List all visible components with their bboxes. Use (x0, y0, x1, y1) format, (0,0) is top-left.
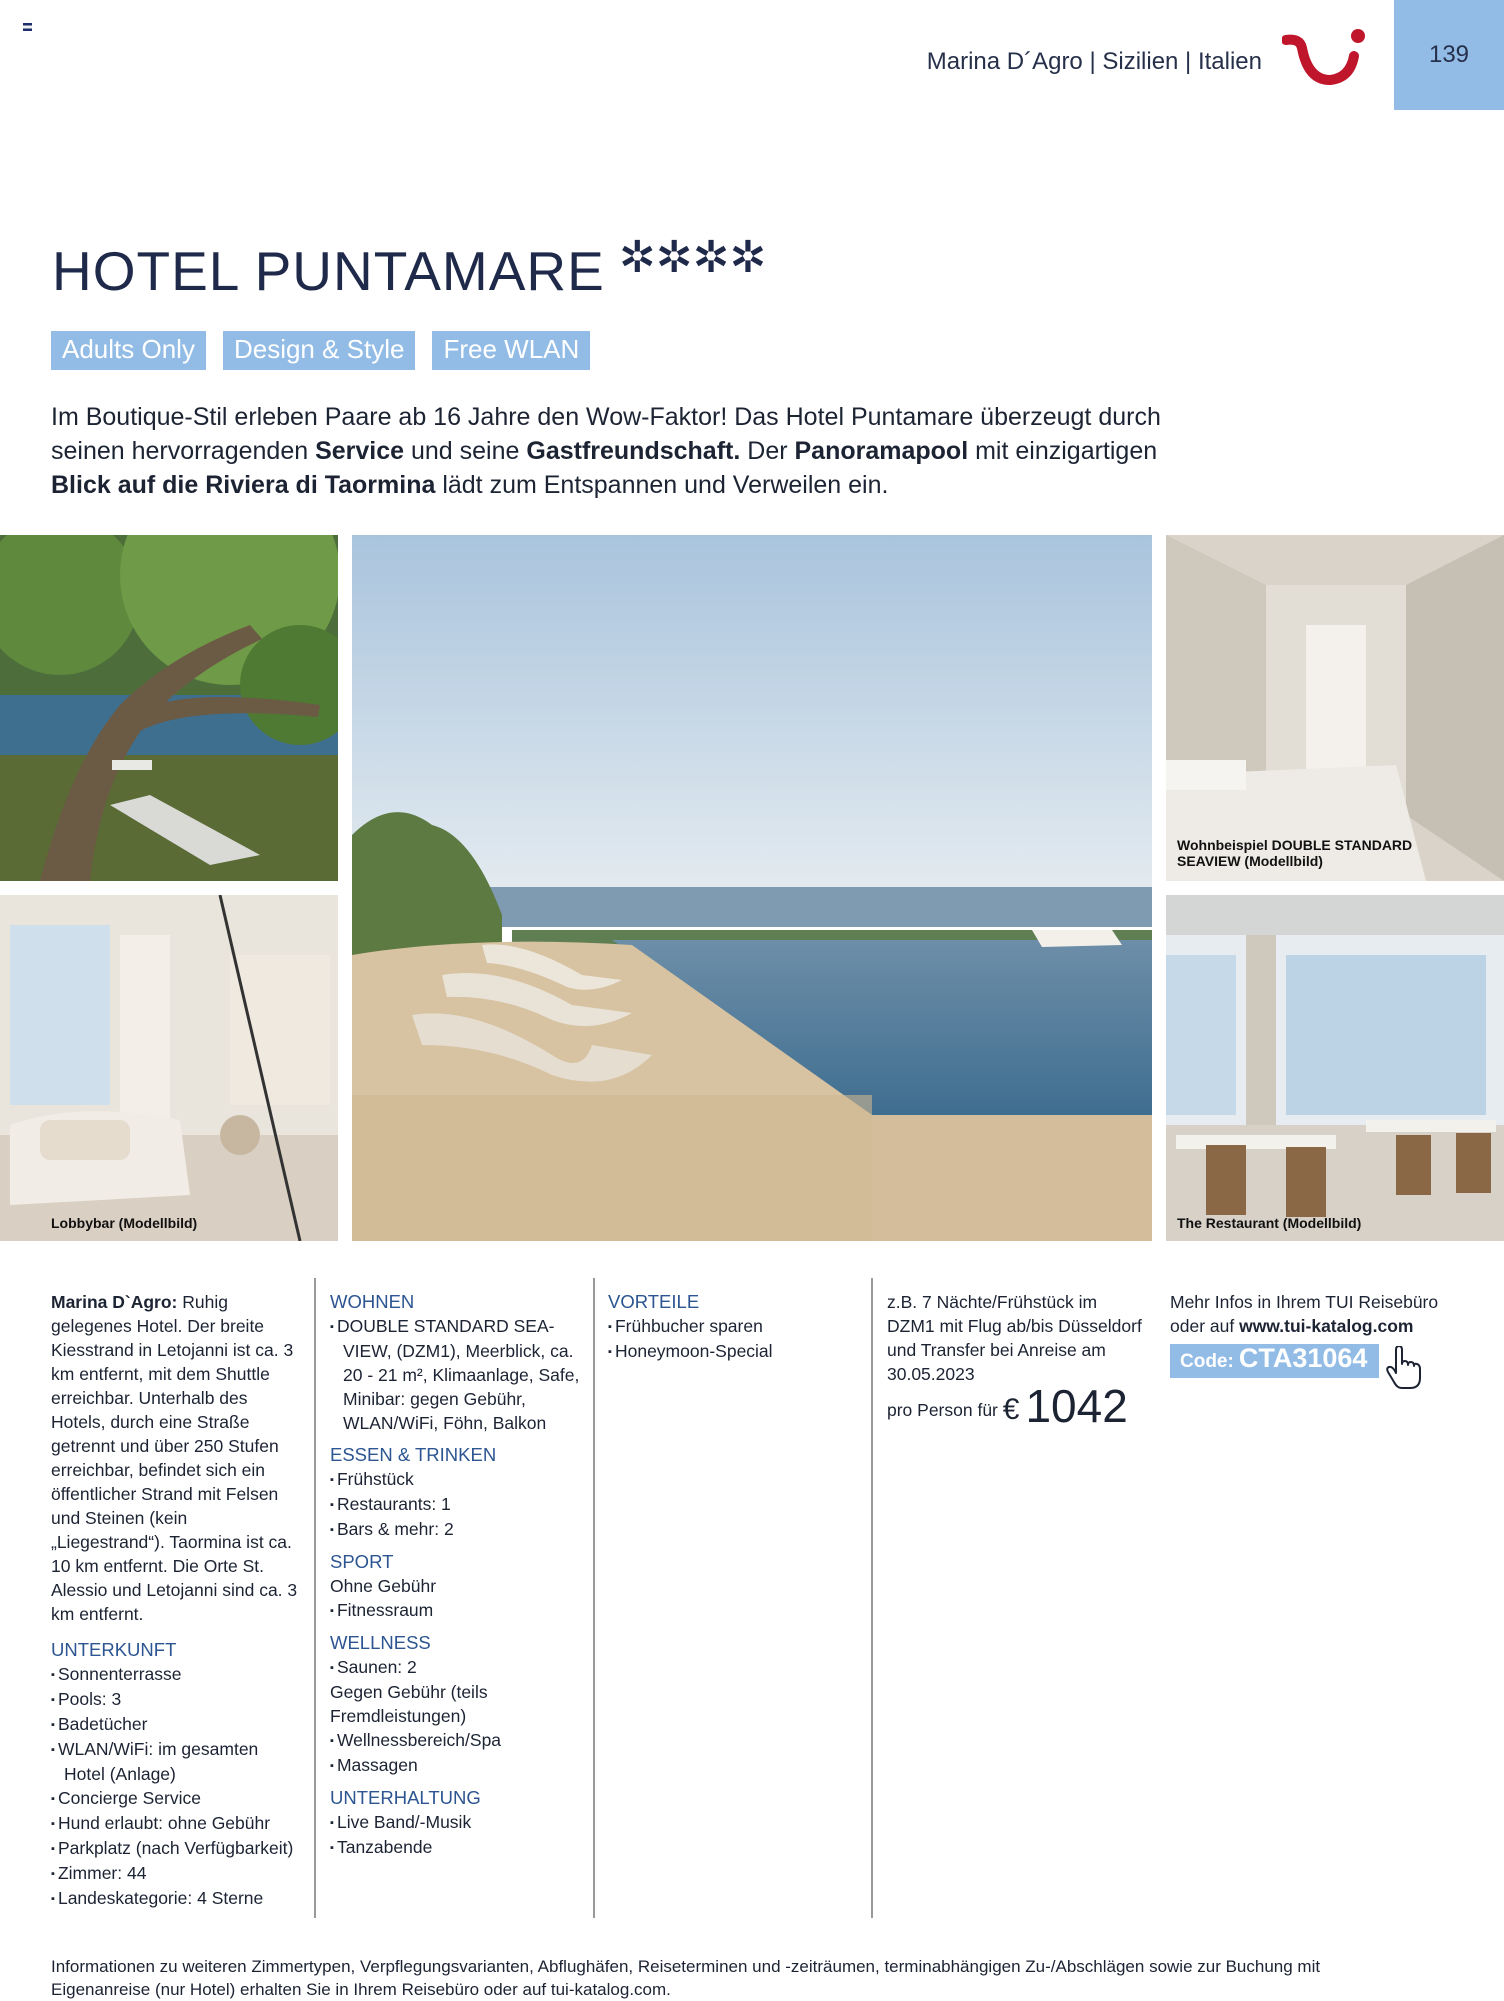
unterkunft-heading: UNTERKUNFT (51, 1639, 177, 1660)
code-value: CTA31064 (1238, 1343, 1368, 1373)
sport-heading: SPORT (330, 1551, 394, 1572)
lobby-caption: Lobbybar (Modellbild) (51, 1215, 198, 1231)
column-divider (871, 1278, 873, 1918)
unterhaltung-list (330, 1810, 582, 1860)
list-item: ▪ Frühbucher sparen (608, 1314, 860, 1339)
footer-note: Informationen zu weiteren Zimmertypen, Verpflegungsvarianten, Abflughäfen, Reiseterminen und -zeiträumen, terminabhängigen Zu-/Abschlägen sowie zur Buchung mit Eigenanreise (nur Hotel) erhalten Sie in Ihrem Reisebüro oder auf tui-katalog.com. (51, 1957, 1321, 1999)
vorteile-heading: VORTEILE (608, 1291, 700, 1312)
price-currency: € (1002, 1393, 1020, 1426)
info-text: Mehr Infos in Ihrem TUI Reisebüro oder auf www.tui-katalog.com (1170, 1292, 1439, 1336)
price-description: z.B. 7 Nächte/Frühstück im DZM1 mit Flug ab/bis Düsseldorf und Transfer bei Anreise am 30.05.2023 (887, 1292, 1142, 1384)
list-item: ▪ Parkplatz (nach Verfügbarkeit) (51, 1836, 303, 1861)
wohnen-list (330, 1314, 582, 1435)
list-item: ▪ WLAN/WiFi: im gesamten Hotel (Anlage) (51, 1737, 303, 1786)
list-item: ▪ DOUBLE STANDARD SEA-VIEW, (DZM1), Meerblick, ca. 20 - 21 m², Klimaanlage, Safe, Minibar: gegen Gebühr, WLAN/WiFi, Föhn, Balkon (330, 1314, 582, 1435)
list-item: ▪ Bars & mehr: 2 (330, 1517, 582, 1542)
column-price (887, 1290, 1145, 1432)
photo-restaurant (1166, 895, 1504, 1241)
location-description: Marina D`Agro: Ruhig gelegenes Hotel. Der breite Kiesstrand in Letojanni ist ca. 3 km entfernt, mit dem Shuttle erreichbar. Unterhalb des Hotels, durch eine Straße getrennt und über 250 Stufen erreichbar, befindet sich ein öffentlicher Strand mit Felsen und Steinen (kein „Liegestrand“). Taormina ist ca. 10 km entfernt. Die Orte St. Alessio und Letojanni sind ca. 3 km entfernt. (51, 1292, 298, 1624)
code-row (1170, 1344, 1470, 1378)
list-item: ▪ Honeymoon-Special (608, 1339, 860, 1364)
column-advantages (608, 1290, 860, 1364)
essen-heading: ESSEN & TRINKEN (330, 1444, 497, 1465)
tui-logo (1282, 26, 1366, 92)
list-item: ▪ Tanzabende (330, 1835, 582, 1860)
intro-text: Im Boutique-Stil erleben Paare ab 16 Jahre den Wow-Faktor! Das Hotel Puntamare überzeugt durch seinen hervorragenden Service und seine Gastfreundschaft. Der Panoramapool mit einzigartigen Blick auf die Riviera di Taormina lädt zum Entspannen und Verweilen ein. (51, 403, 1161, 499)
column-location (51, 1290, 303, 1911)
column-info (1170, 1290, 1470, 1378)
restaurant-caption: The Restaurant (Modellbild) (1177, 1215, 1362, 1231)
wellness-heading: WELLNESS (330, 1632, 431, 1653)
vorteile-list (608, 1314, 860, 1364)
code-label: Code: (1180, 1351, 1234, 1372)
list-item: ▪ Wellnessbereich/Spa (330, 1728, 582, 1753)
booking-code[interactable] (1170, 1344, 1379, 1378)
tag-design-style: Design & Style (223, 331, 416, 370)
tag-free-wlan: Free WLAN (432, 331, 590, 370)
list-item: ▪ Zimmer: 44 (51, 1861, 303, 1886)
unterkunft-list (51, 1662, 303, 1911)
photo-lobbybar (0, 895, 338, 1241)
hand-pointer-icon (1386, 1346, 1422, 1390)
list-item: ▪ Live Band/-Musik (330, 1810, 582, 1835)
photo-room (1166, 535, 1504, 881)
list-item: ▪ Sonnenterrasse (51, 1662, 303, 1687)
photo-panorama-pool (352, 535, 1152, 1241)
wellness-note: Gegen Gebühr (teils Fremdleistungen) (330, 1682, 488, 1726)
wellness-free-list (330, 1655, 582, 1680)
list-item: ▪ Saunen: 2 (330, 1655, 582, 1680)
column-divider (593, 1278, 595, 1918)
header-location: Marina D´Agro | Sizilien | Italien (926, 48, 1262, 75)
photo-garden-tree (0, 535, 338, 881)
list-item: ▪ Concierge Service (51, 1786, 303, 1811)
catalog-link[interactable]: www.tui-katalog.com (1239, 1316, 1414, 1336)
star-rating: ✲✲✲✲ (618, 233, 767, 282)
tag-list (51, 331, 590, 370)
wellness-paid-list (330, 1728, 582, 1778)
price-amount: 1042 (1025, 1380, 1128, 1432)
list-item: ▪ Landeskategorie: 4 Sterne (51, 1886, 303, 1911)
wohnen-heading: WOHNEN (330, 1291, 415, 1312)
list-item: ▪ Pools: 3 (51, 1687, 303, 1712)
list-item: ▪ Massagen (330, 1753, 582, 1778)
list-item: ▪ Hund erlaubt: ohne Gebühr (51, 1811, 303, 1836)
sport-note: Ohne Gebühr (330, 1576, 437, 1596)
page-number: 139 (1394, 0, 1504, 110)
german-flag-icon (23, 23, 32, 31)
unterhaltung-heading: UNTERHALTUNG (330, 1787, 481, 1808)
price-per-person: pro Person für (887, 1400, 998, 1420)
price-line (887, 1380, 1145, 1432)
list-item: ▪ Fitnessraum (330, 1598, 582, 1623)
tag-adults-only: Adults Only (51, 331, 206, 370)
essen-list (330, 1467, 582, 1542)
hotel-name: HOTEL PUNTAMARE (52, 240, 605, 302)
page-title (52, 232, 766, 303)
list-item: ▪ Restaurants: 1 (330, 1492, 582, 1517)
room-caption: Wohnbeispiel DOUBLE STANDARD SEAVIEW (Modellbild) (1177, 837, 1413, 869)
list-item: ▪ Frühstück (330, 1467, 582, 1492)
sport-list (330, 1598, 582, 1623)
column-facilities (330, 1290, 582, 1860)
list-item: ▪ Badetücher (51, 1712, 303, 1737)
column-divider (314, 1278, 316, 1918)
